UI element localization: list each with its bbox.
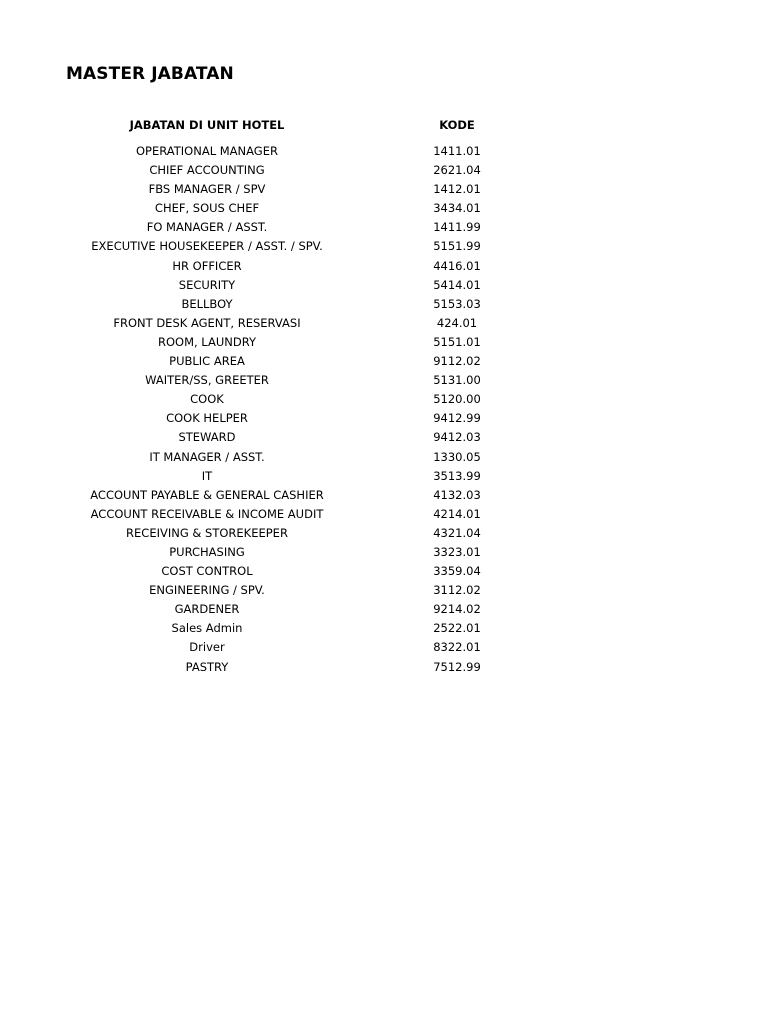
job-title-cell: OPERATIONAL MANAGER — [136, 144, 278, 158]
job-title-cell: FO MANAGER / ASST. — [146, 220, 268, 235]
job-title-cell: SECURITY — [178, 277, 236, 292]
table-row — [0, 600, 768, 619]
job-code-cell: 1411.01 — [433, 144, 481, 158]
table-row — [0, 638, 768, 657]
job-title-cell: GARDENER — [174, 602, 240, 617]
job-code-cell: 3112.02 — [433, 583, 481, 598]
job-column-header: JABATAN DI UNIT HOTEL — [129, 118, 285, 132]
job-title-cell: RECEIVING & STOREKEEPER — [126, 525, 288, 540]
job-code-cell: 9214.02 — [433, 602, 481, 617]
job-title-cell: COOK — [190, 392, 224, 407]
job-title-cell: ROOM, LAUNDRY — [157, 334, 257, 349]
job-code-cell: 4214.01 — [433, 506, 481, 521]
table-row — [0, 524, 768, 543]
job-code-cell: 424.01 — [436, 315, 478, 330]
table-row — [0, 199, 768, 218]
job-title-cell: PUBLIC AREA — [169, 354, 245, 369]
job-title-cell: BELLBOY — [181, 296, 233, 311]
job-code-cell: 8322.01 — [433, 640, 481, 655]
table-row — [0, 142, 768, 161]
job-title-cell: PURCHASING — [169, 544, 245, 559]
job-title-cell: Sales Admin — [171, 621, 243, 636]
table-row — [0, 314, 768, 333]
table-row — [0, 428, 768, 447]
job-title-cell: Driver — [189, 640, 225, 655]
page-title: MASTER JABATAN — [66, 64, 234, 84]
job-title-cell: ENGINEERING / SPV. — [149, 583, 265, 598]
table-row — [0, 371, 768, 390]
job-code-cell: 3434.01 — [433, 201, 481, 216]
table-row — [0, 562, 768, 581]
job-title-cell: FRONT DESK AGENT, RESERVASI — [113, 315, 301, 330]
job-code-cell: 4132.03 — [433, 487, 481, 502]
job-code-cell: 9412.99 — [433, 411, 481, 426]
job-code-cell: 4321.04 — [433, 525, 481, 540]
job-code-cell: 5153.03 — [433, 296, 481, 311]
table-row — [0, 161, 768, 180]
job-code-cell: 4416.01 — [433, 258, 481, 273]
table-row — [0, 276, 768, 295]
job-code-cell: 5131.00 — [433, 373, 481, 388]
table-row — [0, 352, 768, 371]
job-title-cell: COST CONTROL — [161, 564, 253, 579]
job-title-cell: HR OFFICER — [172, 258, 242, 273]
job-code-cell: 5151.99 — [433, 239, 481, 254]
job-code-cell: 3323.01 — [433, 544, 481, 559]
job-code-cell: 9412.03 — [433, 430, 481, 445]
table-row — [0, 409, 768, 428]
job-title-cell: IT — [201, 468, 213, 483]
job-title-cell: ACCOUNT PAYABLE & GENERAL CASHIER — [90, 487, 324, 502]
table-row — [0, 390, 768, 409]
job-code-cell: 5120.00 — [433, 392, 481, 407]
job-code-cell: 7512.99 — [433, 659, 481, 674]
job-title-cell: IT MANAGER / ASST. — [149, 449, 265, 464]
table-row — [0, 619, 768, 638]
job-code-cell: 9112.02 — [433, 354, 481, 369]
job-title-cell: STEWARD — [178, 430, 236, 445]
job-title-cell: PASTRY — [185, 659, 229, 674]
job-code-cell: 3513.99 — [433, 468, 481, 483]
job-code-cell: 1330.05 — [433, 449, 481, 464]
job-title-cell: WAITER/SS, GREETER — [145, 373, 269, 388]
table-row — [0, 543, 768, 562]
table-row — [0, 448, 768, 467]
table-row — [0, 295, 768, 314]
table-row — [0, 658, 768, 677]
job-title-cell: CHIEF ACCOUNTING — [149, 163, 265, 178]
table-row — [0, 486, 768, 505]
table-header — [0, 116, 768, 134]
table-row — [0, 237, 768, 256]
job-code-cell: 2522.01 — [433, 621, 481, 636]
job-code-cell: 5414.01 — [433, 277, 481, 292]
code-column-header: KODE — [439, 118, 475, 132]
job-code-cell: 5151.01 — [433, 334, 481, 349]
table-row — [0, 581, 768, 600]
job-code-table — [0, 142, 768, 677]
table-row — [0, 180, 768, 199]
job-code-cell: 1411.99 — [433, 220, 481, 235]
table-row — [0, 257, 768, 276]
job-code-cell: 1412.01 — [433, 182, 481, 197]
job-title-cell: COOK HELPER — [166, 411, 248, 426]
job-title-cell: CHEF, SOUS CHEF — [154, 201, 260, 216]
job-title-cell: FBS MANAGER / SPV — [148, 182, 266, 197]
table-row — [0, 218, 768, 237]
job-code-cell: 3359.04 — [433, 564, 481, 579]
table-row — [0, 467, 768, 486]
job-title-cell: ACCOUNT RECEIVABLE & INCOME AUDIT — [90, 506, 324, 521]
job-title-cell: EXECUTIVE HOUSEKEEPER / ASST. / SPV. — [91, 239, 323, 254]
job-code-cell: 2621.04 — [433, 163, 481, 178]
table-row — [0, 505, 768, 524]
table-row — [0, 333, 768, 352]
